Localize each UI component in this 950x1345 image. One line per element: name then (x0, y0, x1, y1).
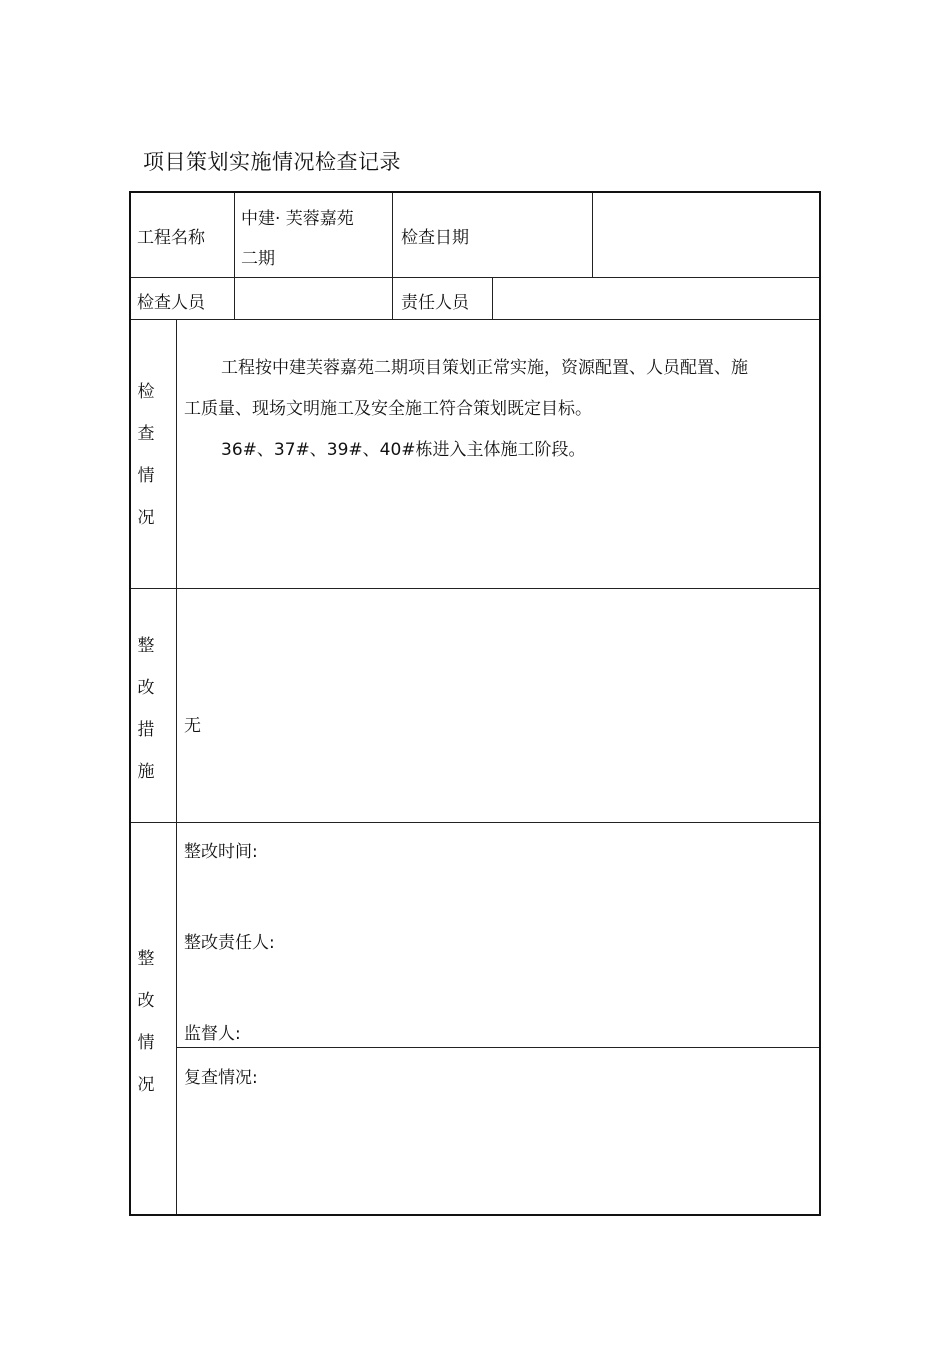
col-divider (392, 193, 393, 319)
inspector-label: 检查人员 (137, 293, 205, 313)
inspection-paragraph-1-line-1: 工程按中建芙蓉嘉苑二期项目策划正常实施，资源配置、人员配置、施 (221, 358, 748, 378)
page-title: 项目策划实施情况检查记录 (143, 150, 401, 174)
responsible-label: 责任人员 (401, 293, 469, 313)
row-divider (131, 588, 176, 589)
col-divider (234, 193, 235, 319)
rectification-responsible-label: 整改责任人: (184, 933, 275, 953)
check-date-label: 检查日期 (401, 228, 469, 248)
measures-content: 无 (184, 716, 201, 736)
inspection-paragraph-1-line-2: 工质量、现场文明施工及安全施工符合策划既定目标。 (184, 399, 592, 419)
row-divider (176, 1047, 819, 1048)
col-divider (592, 193, 593, 277)
recheck-label: 复查情况: (184, 1068, 258, 1088)
inspection-record-form (129, 191, 821, 1216)
supervisor-label: 监督人: (184, 1024, 241, 1044)
row-divider (176, 588, 819, 589)
measures-label: 整 改 措 施 (137, 636, 155, 782)
row-divider (131, 319, 819, 320)
project-name-label: 工程名称 (137, 228, 205, 248)
rectification-time-label: 整改时间: (184, 842, 258, 862)
rectification-label: 整 改 情 况 (137, 949, 155, 1095)
project-name-value-line2: 二期 (241, 249, 275, 269)
col-divider (176, 319, 177, 1214)
project-name-value-line1: 中建· 芙蓉嘉苑 (241, 209, 354, 229)
inspection-label: 检 查 情 况 (137, 382, 155, 528)
inspection-paragraph-2: 36#、37#、39#、40#栋进入主体施工阶段。 (221, 440, 586, 460)
row-divider (131, 822, 819, 823)
col-divider (492, 277, 493, 319)
